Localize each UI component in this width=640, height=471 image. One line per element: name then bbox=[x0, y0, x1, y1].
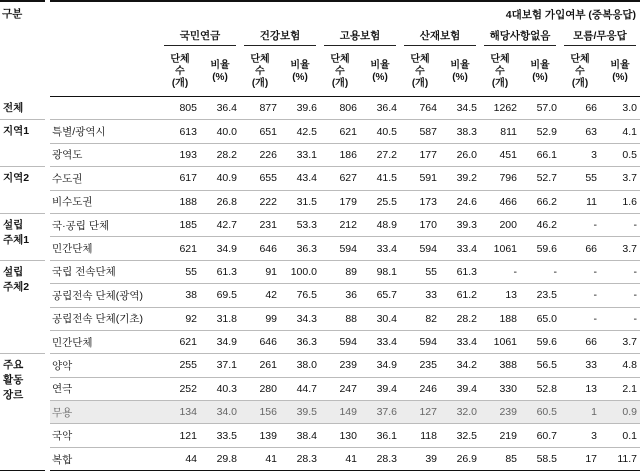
row-subcategory: 국·공립 단체 bbox=[50, 213, 160, 236]
count-column-header: 단체 수 (개) bbox=[560, 48, 600, 97]
table-row bbox=[0, 190, 640, 213]
count-cell: 1 bbox=[560, 401, 600, 424]
count-cell: 621 bbox=[320, 120, 360, 143]
row-subcategory: 공립전속 단체(광역) bbox=[50, 284, 160, 307]
ratio-cell: 33.5 bbox=[200, 424, 240, 447]
ratio-cell: 37.6 bbox=[360, 401, 400, 424]
row-category: 전체 bbox=[0, 97, 45, 120]
count-cell: 185 bbox=[160, 213, 200, 236]
count-cell: 33 bbox=[560, 354, 600, 377]
count-cell: 85 bbox=[480, 447, 520, 470]
count-cell: 127 bbox=[400, 401, 440, 424]
row-subcategory: 연극 bbox=[50, 377, 160, 400]
ratio-cell: 36.3 bbox=[280, 237, 320, 260]
table-row bbox=[0, 120, 640, 143]
count-cell: 39 bbox=[400, 447, 440, 470]
count-cell: 246 bbox=[400, 377, 440, 400]
ratio-cell: 2.1 bbox=[600, 377, 640, 400]
count-cell: 55 bbox=[400, 260, 440, 283]
count-cell: 239 bbox=[320, 354, 360, 377]
ratio-cell: 39.2 bbox=[440, 167, 480, 190]
ratio-cell: 44.7 bbox=[280, 377, 320, 400]
table-row bbox=[0, 260, 640, 283]
count-cell: 651 bbox=[240, 120, 280, 143]
ratio-cell: 52.7 bbox=[520, 167, 560, 190]
count-cell: 188 bbox=[160, 190, 200, 213]
count-cell: 66 bbox=[560, 237, 600, 260]
count-cell: 806 bbox=[320, 97, 360, 120]
ratio-cell: 39.5 bbox=[280, 401, 320, 424]
count-cell: 13 bbox=[480, 284, 520, 307]
row-subcategory: 비수도권 bbox=[50, 190, 160, 213]
count-cell: 212 bbox=[320, 213, 360, 236]
group-industrial-accident-insurance: 산재보험 bbox=[400, 26, 480, 48]
ratio-cell: 36.1 bbox=[360, 424, 400, 447]
ratio-cell: 39.4 bbox=[440, 377, 480, 400]
row-category: 주요 활동 장르 bbox=[0, 354, 45, 471]
table-row bbox=[0, 167, 640, 190]
count-cell: 594 bbox=[400, 237, 440, 260]
row-subcategory: 민간단체 bbox=[50, 237, 160, 260]
row-subcategory: 광역도 bbox=[50, 143, 160, 166]
count-cell: 3 bbox=[560, 143, 600, 166]
ratio-cell: 39.4 bbox=[360, 377, 400, 400]
row-subcategory: 공립전속 단체(기초) bbox=[50, 307, 160, 330]
count-cell: 877 bbox=[240, 97, 280, 120]
count-cell: 66 bbox=[560, 97, 600, 120]
ratio-cell: 36.4 bbox=[200, 97, 240, 120]
count-cell: 55 bbox=[560, 167, 600, 190]
row-category: 지역1 bbox=[0, 120, 45, 167]
count-column-header: 단체 수 (개) bbox=[240, 48, 280, 97]
count-cell: 3 bbox=[560, 424, 600, 447]
ratio-cell: 40.0 bbox=[200, 120, 240, 143]
ratio-cell: 69.5 bbox=[200, 284, 240, 307]
count-cell: 130 bbox=[320, 424, 360, 447]
ratio-cell: 0.5 bbox=[600, 143, 640, 166]
count-cell: 646 bbox=[240, 237, 280, 260]
row-subcategory: 수도권 bbox=[50, 167, 160, 190]
count-cell: 41 bbox=[240, 447, 280, 470]
count-cell: 121 bbox=[160, 424, 200, 447]
ratio-cell: 0.9 bbox=[600, 401, 640, 424]
ratio-cell: 57.0 bbox=[520, 97, 560, 120]
ratio-cell: 28.3 bbox=[280, 447, 320, 470]
ratio-cell: 66.2 bbox=[520, 190, 560, 213]
count-cell: 655 bbox=[240, 167, 280, 190]
ratio-cell: 48.9 bbox=[360, 213, 400, 236]
ratio-cell: 52.9 bbox=[520, 120, 560, 143]
ratio-cell: 25.5 bbox=[360, 190, 400, 213]
count-cell: 149 bbox=[320, 401, 360, 424]
ratio-cell: 33.4 bbox=[440, 330, 480, 353]
count-cell: 330 bbox=[480, 377, 520, 400]
ratio-cell: 52.8 bbox=[520, 377, 560, 400]
count-cell: 621 bbox=[160, 330, 200, 353]
ratio-cell: 76.5 bbox=[280, 284, 320, 307]
ratio-cell: 33.4 bbox=[440, 237, 480, 260]
count-cell: 261 bbox=[240, 354, 280, 377]
ratio-cell: 98.1 bbox=[360, 260, 400, 283]
ratio-cell: 28.2 bbox=[200, 143, 240, 166]
count-cell: 621 bbox=[160, 237, 200, 260]
count-cell: 811 bbox=[480, 120, 520, 143]
ratio-cell: 60.5 bbox=[520, 401, 560, 424]
ratio-cell: 34.9 bbox=[200, 330, 240, 353]
table-row bbox=[0, 237, 640, 260]
ratio-cell: 27.2 bbox=[360, 143, 400, 166]
ratio-cell: - bbox=[520, 260, 560, 283]
ratio-cell: 1.6 bbox=[600, 190, 640, 213]
count-cell: 179 bbox=[320, 190, 360, 213]
ratio-cell: 34.0 bbox=[200, 401, 240, 424]
table-row bbox=[0, 213, 640, 236]
count-cell: 231 bbox=[240, 213, 280, 236]
ratio-cell: 60.7 bbox=[520, 424, 560, 447]
ratio-column-header: 비율 (%) bbox=[200, 48, 240, 97]
count-cell: 173 bbox=[400, 190, 440, 213]
row-subcategory: 민간단체 bbox=[50, 330, 160, 353]
group-national-pension: 국민연금 bbox=[160, 26, 240, 48]
ratio-column-header: 비율 (%) bbox=[600, 48, 640, 97]
ratio-cell: 31.8 bbox=[200, 307, 240, 330]
count-cell: 466 bbox=[480, 190, 520, 213]
count-cell: 36 bbox=[320, 284, 360, 307]
ratio-cell: - bbox=[600, 307, 640, 330]
table-row bbox=[0, 354, 640, 377]
ratio-cell: 38.3 bbox=[440, 120, 480, 143]
ratio-cell: 4.8 bbox=[600, 354, 640, 377]
table-row bbox=[0, 447, 640, 470]
ratio-cell: 58.5 bbox=[520, 447, 560, 470]
count-cell: 13 bbox=[560, 377, 600, 400]
ratio-cell: 33.4 bbox=[360, 237, 400, 260]
ratio-cell: 33.4 bbox=[360, 330, 400, 353]
ratio-cell: - bbox=[600, 284, 640, 307]
ratio-cell: 40.3 bbox=[200, 377, 240, 400]
count-cell: 594 bbox=[320, 330, 360, 353]
row-subcategory: 국립 전속단체 bbox=[50, 260, 160, 283]
ratio-cell: 42.5 bbox=[280, 120, 320, 143]
count-cell: 587 bbox=[400, 120, 440, 143]
count-cell: 63 bbox=[560, 120, 600, 143]
ratio-column-header: 비율 (%) bbox=[360, 48, 400, 97]
ratio-cell: 34.3 bbox=[280, 307, 320, 330]
count-cell: 235 bbox=[400, 354, 440, 377]
ratio-cell: 29.8 bbox=[200, 447, 240, 470]
count-cell: 11 bbox=[560, 190, 600, 213]
ratio-cell: 39.3 bbox=[440, 213, 480, 236]
ratio-cell: 59.6 bbox=[520, 330, 560, 353]
ratio-cell: 41.5 bbox=[360, 167, 400, 190]
count-cell: 186 bbox=[320, 143, 360, 166]
ratio-cell: 0.1 bbox=[600, 424, 640, 447]
row-subcategory: 무용 bbox=[50, 401, 160, 424]
ratio-cell: 23.5 bbox=[520, 284, 560, 307]
count-cell: 591 bbox=[400, 167, 440, 190]
count-column-header: 단체 수 (개) bbox=[400, 48, 440, 97]
table-row bbox=[0, 307, 640, 330]
count-cell: 280 bbox=[240, 377, 280, 400]
count-cell: 41 bbox=[320, 447, 360, 470]
count-cell: 594 bbox=[320, 237, 360, 260]
ratio-cell: 43.4 bbox=[280, 167, 320, 190]
ratio-cell: 34.9 bbox=[200, 237, 240, 260]
count-cell: 594 bbox=[400, 330, 440, 353]
count-column-header: 단체 수 (개) bbox=[320, 48, 360, 97]
ratio-cell: 28.2 bbox=[440, 307, 480, 330]
ratio-cell: 61.3 bbox=[200, 260, 240, 283]
count-cell: 170 bbox=[400, 213, 440, 236]
ratio-cell: 26.0 bbox=[440, 143, 480, 166]
ratio-cell: - bbox=[600, 213, 640, 236]
ratio-cell: 56.5 bbox=[520, 354, 560, 377]
row-category: 설립 주체2 bbox=[0, 260, 45, 354]
count-cell: - bbox=[560, 213, 600, 236]
count-cell: 66 bbox=[560, 330, 600, 353]
ratio-cell: 26.8 bbox=[200, 190, 240, 213]
table-row bbox=[0, 377, 640, 400]
table-row bbox=[0, 143, 640, 166]
ratio-column-header: 비율 (%) bbox=[520, 48, 560, 97]
count-cell: 219 bbox=[480, 424, 520, 447]
row-subcategory bbox=[50, 97, 160, 120]
count-cell: 617 bbox=[160, 167, 200, 190]
count-cell: 247 bbox=[320, 377, 360, 400]
count-cell: 188 bbox=[480, 307, 520, 330]
count-cell: 92 bbox=[160, 307, 200, 330]
count-cell: 239 bbox=[480, 401, 520, 424]
ratio-cell: 30.4 bbox=[360, 307, 400, 330]
count-cell: - bbox=[560, 284, 600, 307]
ratio-cell: 61.3 bbox=[440, 260, 480, 283]
count-cell: 88 bbox=[320, 307, 360, 330]
count-cell: - bbox=[480, 260, 520, 283]
count-cell: 38 bbox=[160, 284, 200, 307]
ratio-cell: 4.1 bbox=[600, 120, 640, 143]
ratio-cell: 38.0 bbox=[280, 354, 320, 377]
ratio-cell: 3.7 bbox=[600, 330, 640, 353]
count-cell: 613 bbox=[160, 120, 200, 143]
ratio-cell: 28.3 bbox=[360, 447, 400, 470]
count-cell: 139 bbox=[240, 424, 280, 447]
ratio-cell: 40.5 bbox=[360, 120, 400, 143]
ratio-cell: 36.3 bbox=[280, 330, 320, 353]
table-row bbox=[0, 284, 640, 307]
count-cell: 82 bbox=[400, 307, 440, 330]
count-cell: - bbox=[560, 307, 600, 330]
ratio-cell: 33.1 bbox=[280, 143, 320, 166]
ratio-cell: 61.2 bbox=[440, 284, 480, 307]
row-subcategory: 양악 bbox=[50, 354, 160, 377]
count-cell: 255 bbox=[160, 354, 200, 377]
count-cell: 42 bbox=[240, 284, 280, 307]
count-cell: 17 bbox=[560, 447, 600, 470]
ratio-cell: 100.0 bbox=[280, 260, 320, 283]
table-row bbox=[0, 424, 640, 447]
row-category: 설립 주체1 bbox=[0, 213, 45, 260]
ratio-cell: 11.7 bbox=[600, 447, 640, 470]
table-title: 4대보험 가입여부 (중복응답) bbox=[160, 1, 640, 26]
count-cell: 91 bbox=[240, 260, 280, 283]
ratio-cell: 3.7 bbox=[600, 237, 640, 260]
ratio-cell: 40.9 bbox=[200, 167, 240, 190]
count-cell: 222 bbox=[240, 190, 280, 213]
count-cell: 134 bbox=[160, 401, 200, 424]
count-cell: 44 bbox=[160, 447, 200, 470]
ratio-column-header: 비율 (%) bbox=[280, 48, 320, 97]
count-cell: 177 bbox=[400, 143, 440, 166]
ratio-cell: 3.7 bbox=[600, 167, 640, 190]
row-subcategory: 복합 bbox=[50, 447, 160, 470]
count-cell: 118 bbox=[400, 424, 440, 447]
count-cell: 200 bbox=[480, 213, 520, 236]
ratio-cell: 3.0 bbox=[600, 97, 640, 120]
ratio-cell: 26.9 bbox=[440, 447, 480, 470]
group-unknown-no-answer: 모름/무응답 bbox=[560, 26, 640, 48]
table-row bbox=[0, 97, 640, 120]
count-cell: - bbox=[560, 260, 600, 283]
count-cell: 796 bbox=[480, 167, 520, 190]
ratio-cell: 53.3 bbox=[280, 213, 320, 236]
ratio-cell: 66.1 bbox=[520, 143, 560, 166]
ratio-cell: 34.5 bbox=[440, 97, 480, 120]
row-subcategory: 국악 bbox=[50, 424, 160, 447]
group-employment-insurance: 고용보험 bbox=[320, 26, 400, 48]
ratio-cell: 24.6 bbox=[440, 190, 480, 213]
count-cell: 226 bbox=[240, 143, 280, 166]
count-cell: 156 bbox=[240, 401, 280, 424]
row-category: 지역2 bbox=[0, 167, 45, 214]
count-cell: 89 bbox=[320, 260, 360, 283]
count-cell: 805 bbox=[160, 97, 200, 120]
count-cell: 764 bbox=[400, 97, 440, 120]
ratio-cell: 37.1 bbox=[200, 354, 240, 377]
ratio-cell: 34.9 bbox=[360, 354, 400, 377]
count-cell: 55 bbox=[160, 260, 200, 283]
table-row bbox=[0, 330, 640, 353]
count-cell: 1061 bbox=[480, 330, 520, 353]
ratio-cell: 34.2 bbox=[440, 354, 480, 377]
ratio-cell: 65.0 bbox=[520, 307, 560, 330]
ratio-cell: 42.7 bbox=[200, 213, 240, 236]
category-header: 구분 bbox=[0, 1, 45, 97]
ratio-cell: 32.5 bbox=[440, 424, 480, 447]
row-subcategory: 특별/광역시 bbox=[50, 120, 160, 143]
count-cell: 451 bbox=[480, 143, 520, 166]
count-cell: 193 bbox=[160, 143, 200, 166]
ratio-cell: 38.4 bbox=[280, 424, 320, 447]
count-column-header: 단체 수 (개) bbox=[480, 48, 520, 97]
count-cell: 1061 bbox=[480, 237, 520, 260]
ratio-cell: 31.5 bbox=[280, 190, 320, 213]
ratio-cell: 39.6 bbox=[280, 97, 320, 120]
count-cell: 627 bbox=[320, 167, 360, 190]
ratio-cell: 46.2 bbox=[520, 213, 560, 236]
count-cell: 1262 bbox=[480, 97, 520, 120]
count-cell: 33 bbox=[400, 284, 440, 307]
ratio-cell: 32.0 bbox=[440, 401, 480, 424]
ratio-cell: 36.4 bbox=[360, 97, 400, 120]
count-cell: 388 bbox=[480, 354, 520, 377]
ratio-cell: 65.7 bbox=[360, 284, 400, 307]
count-column-header: 단체 수 (개) bbox=[160, 48, 200, 97]
count-cell: 99 bbox=[240, 307, 280, 330]
count-cell: 646 bbox=[240, 330, 280, 353]
table-row bbox=[0, 401, 640, 424]
group-not-applicable: 해당사항없음 bbox=[480, 26, 560, 48]
count-cell: 252 bbox=[160, 377, 200, 400]
ratio-cell: - bbox=[600, 260, 640, 283]
ratio-column-header: 비율 (%) bbox=[440, 48, 480, 97]
group-health-insurance: 건강보험 bbox=[240, 26, 320, 48]
ratio-cell: 59.6 bbox=[520, 237, 560, 260]
